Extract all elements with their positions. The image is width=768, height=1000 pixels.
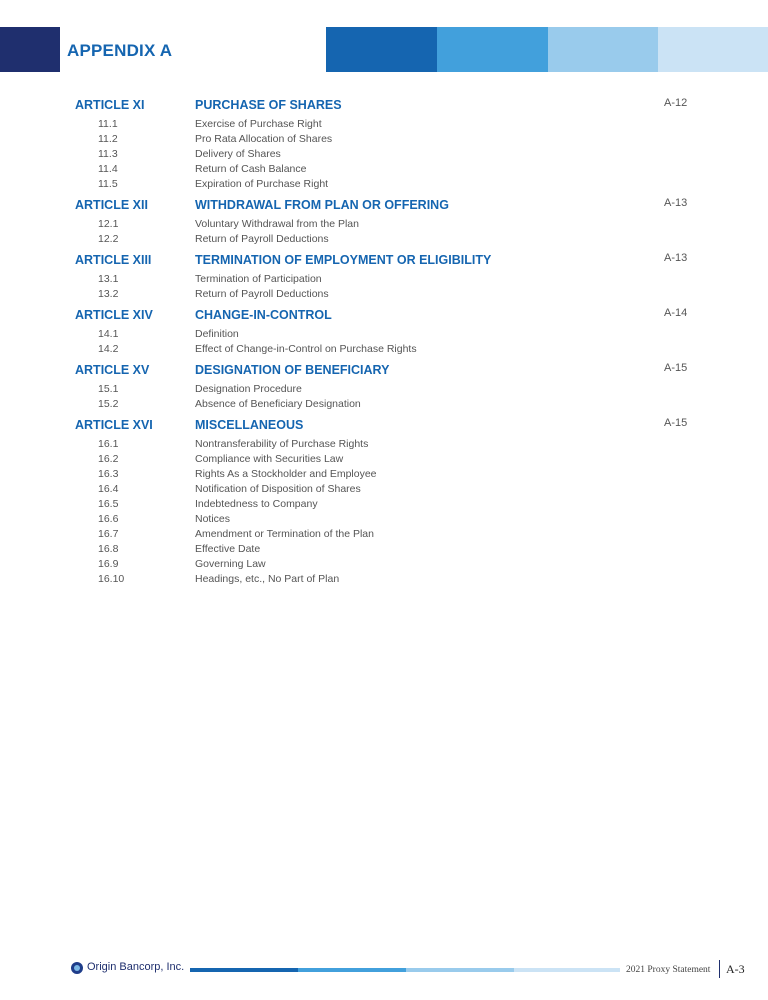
section-title: Voluntary Withdrawal from the Plan	[195, 218, 359, 230]
toc-item	[0, 543, 768, 558]
toc-item	[0, 328, 768, 343]
company-logo-icon	[71, 962, 83, 974]
article-items	[0, 383, 768, 416]
article-items	[0, 273, 768, 306]
article-title: CHANGE-IN-CONTROL	[195, 308, 332, 322]
toc-item	[0, 148, 768, 163]
footer-color-bar-1	[190, 968, 298, 972]
header-color-bar-4	[658, 27, 768, 72]
article-title: WITHDRAWAL FROM PLAN OR OFFERING	[195, 198, 449, 212]
page-title: APPENDIX A	[67, 41, 173, 60]
section-number: 15.1	[98, 383, 119, 395]
toc-item	[0, 288, 768, 303]
section-number: 16.3	[98, 468, 119, 480]
section-title: Definition	[195, 328, 239, 340]
toc-item	[0, 513, 768, 528]
section-title: Notices	[195, 513, 231, 525]
article-heading-row	[0, 416, 768, 438]
section-title: Exercise of Purchase Right	[195, 118, 322, 130]
section-number: 11.4	[98, 163, 118, 175]
header-color-bar-2	[437, 27, 548, 72]
toc-item	[0, 178, 768, 193]
article-items	[0, 218, 768, 251]
section-title: Compliance with Securities Law	[195, 453, 344, 465]
toc-item	[0, 483, 768, 498]
toc-item	[0, 573, 768, 588]
section-number: 12.2	[98, 233, 119, 245]
article-heading-row	[0, 251, 768, 273]
section-title: Return of Cash Balance	[195, 163, 307, 175]
article-title: PURCHASE OF SHARES	[195, 98, 342, 112]
section-title: Expiration of Purchase Right	[195, 178, 329, 190]
section-title: Pro Rata Allocation of Shares	[195, 133, 333, 145]
section-title: Absence of Beneficiary Designation	[195, 398, 361, 410]
section-title: Designation Procedure	[195, 383, 302, 395]
page-number: A-3	[726, 962, 745, 976]
toc-article	[0, 96, 768, 196]
article-title: TERMINATION OF EMPLOYMENT OR ELIGIBILITY	[195, 253, 492, 267]
footer-color-bar-2	[298, 968, 406, 972]
article-heading-row	[0, 196, 768, 218]
toc-item	[0, 233, 768, 248]
section-number: 14.2	[98, 343, 119, 355]
toc-article	[0, 196, 768, 251]
section-title: Return of Payroll Deductions	[195, 233, 329, 245]
document-name: 2021 Proxy Statement	[626, 965, 711, 975]
section-number: 16.7	[98, 528, 119, 540]
section-title: Headings, etc., No Part of Plan	[195, 573, 340, 585]
article-page-ref: A-12	[664, 97, 688, 109]
article-title: DESIGNATION OF BENEFICIARY	[195, 363, 390, 377]
toc-item	[0, 273, 768, 288]
article-label: ARTICLE XV	[75, 363, 150, 377]
article-page-ref: A-14	[664, 307, 688, 319]
footer-color-bar-3	[406, 968, 514, 972]
section-number: 16.1	[98, 438, 119, 450]
section-number: 16.9	[98, 558, 119, 570]
article-label: ARTICLE XIII	[75, 253, 152, 267]
section-number: 15.2	[98, 398, 119, 410]
footer-color-bar-4	[514, 968, 620, 972]
section-number: 11.2	[98, 133, 118, 145]
toc-article	[0, 361, 768, 416]
section-number: 16.6	[98, 513, 119, 525]
table-of-contents	[0, 96, 768, 591]
section-number: 12.1	[98, 218, 119, 230]
header-color-bar-3	[548, 27, 658, 72]
article-heading-row	[0, 306, 768, 328]
section-title: Return of Payroll Deductions	[195, 288, 329, 300]
toc-item	[0, 118, 768, 133]
article-label: ARTICLE XVI	[75, 418, 153, 432]
toc-item	[0, 498, 768, 513]
article-title: MISCELLANEOUS	[195, 418, 304, 432]
article-label: ARTICLE XI	[75, 98, 145, 112]
section-title: Termination of Participation	[195, 273, 322, 285]
toc-item	[0, 218, 768, 233]
section-title: Notification of Disposition of Shares	[195, 483, 361, 495]
section-title: Effect of Change-in-Control on Purchase Rights	[195, 343, 417, 355]
section-number: 16.5	[98, 498, 119, 510]
section-title: Governing Law	[195, 558, 266, 570]
toc-item	[0, 343, 768, 358]
article-page-ref: A-13	[664, 197, 688, 209]
section-title: Effective Date	[195, 543, 261, 555]
toc-item	[0, 528, 768, 543]
toc-item	[0, 438, 768, 453]
section-number: 16.10	[98, 573, 125, 585]
section-number: 11.3	[98, 148, 118, 160]
article-label: ARTICLE XII	[75, 198, 148, 212]
article-items	[0, 438, 768, 591]
toc-item	[0, 133, 768, 148]
section-number: 16.8	[98, 543, 119, 555]
header-color-bar-1	[326, 27, 437, 72]
toc-item	[0, 163, 768, 178]
article-heading-row	[0, 96, 768, 118]
toc-item	[0, 383, 768, 398]
section-number: 11.5	[98, 178, 118, 190]
article-items	[0, 118, 768, 196]
toc-item	[0, 398, 768, 413]
section-title: Nontransferability of Purchase Rights	[195, 438, 369, 450]
section-title: Rights As a Stockholder and Employee	[195, 468, 377, 480]
article-heading-row	[0, 361, 768, 383]
article-page-ref: A-13	[664, 252, 688, 264]
toc-item	[0, 453, 768, 468]
article-label: ARTICLE XIV	[75, 308, 153, 322]
section-number: 11.1	[98, 118, 118, 130]
toc-item	[0, 558, 768, 573]
section-title: Amendment or Termination of the Plan	[195, 528, 374, 540]
section-number: 16.4	[98, 483, 119, 495]
footer-divider	[719, 960, 720, 978]
section-number: 16.2	[98, 453, 119, 465]
header-navy-block	[0, 27, 60, 72]
toc-article	[0, 306, 768, 361]
toc-item	[0, 468, 768, 483]
toc-article	[0, 251, 768, 306]
section-number: 13.1	[98, 273, 119, 285]
article-items	[0, 328, 768, 361]
section-number: 14.1	[98, 328, 119, 340]
toc-article	[0, 416, 768, 591]
section-number: 13.2	[98, 288, 119, 300]
section-title: Indebtedness to Company	[195, 498, 318, 510]
section-title: Delivery of Shares	[195, 148, 281, 160]
article-page-ref: A-15	[664, 362, 688, 374]
article-page-ref: A-15	[664, 417, 688, 429]
company-name: Origin Bancorp, Inc.	[87, 961, 185, 973]
